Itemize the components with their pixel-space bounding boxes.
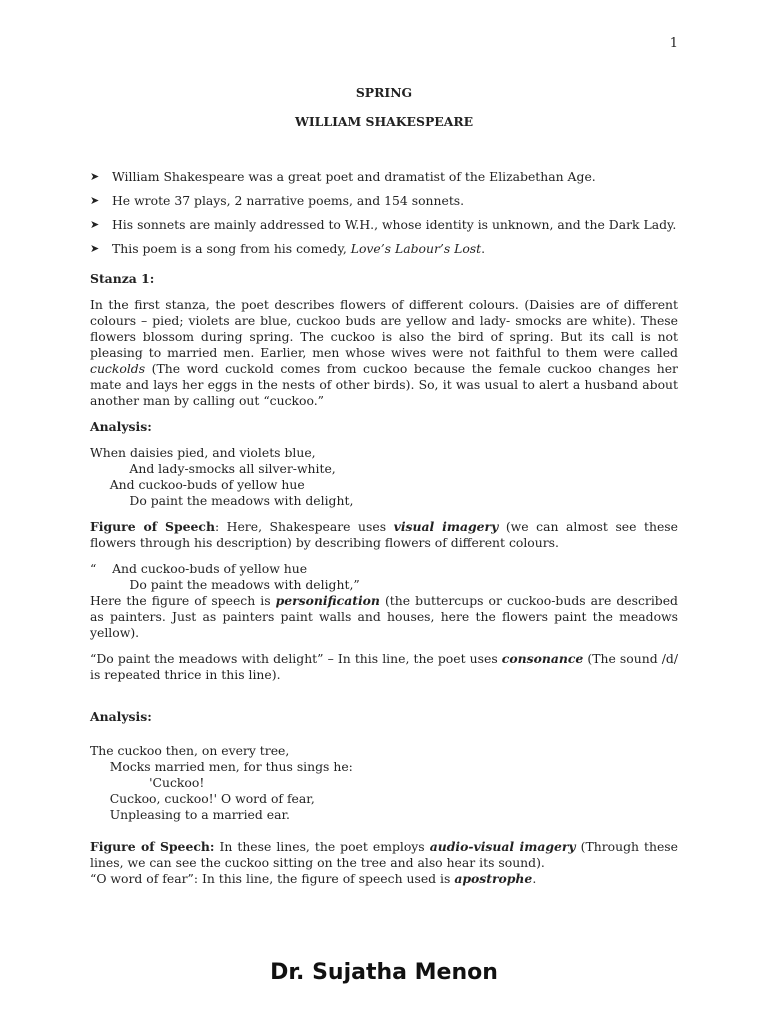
figure-of-speech-paragraph: Figure of Speech: In these lines, the poet employs audio-visual imagery (Through these lines, we can see the cuckoo sitting on the tree and also hear its sound).	[90, 839, 678, 870]
poem-line: Unpleasing to a married ear.	[90, 807, 290, 822]
stanza-paragraph: In the first stanza, the poet describes flowers of different colours. (Daisies are of different colours – pied; violets are blue, cuckoo buds are yellow and lady- smocks are white). These flowers blossom during spring. The cuckoo is also the bird of spring. But its call is not pleasing to married men. Earlier, men whose wives were not faithful to them were called cuckolds (The word cuckold comes from cuckoo because the female cuckoo changes her mate and lays her eggs in the nests of other birds). So, it was usual to alert a husband about another man by calling out “cuckoo.”	[90, 297, 678, 408]
bullet-item: ➤ William Shakespeare was a great poet and dramatist of the Elizabethan Age.	[90, 169, 596, 184]
stanza-heading: Stanza 1:	[90, 271, 155, 286]
document-author: WILLIAM SHAKESPEARE	[294, 114, 474, 129]
document-title: SPRING	[355, 85, 413, 100]
consonance-paragraph: “Do paint the meadows with delight” – In this line, the poet uses consonance (The sound /d/ is repeated thrice in this line).	[90, 651, 679, 682]
poem-line: The cuckoo then, on every tree,	[90, 743, 290, 758]
arrowhead-bullet-icon: ➤	[90, 218, 100, 231]
arrowhead-bullet-icon: ➤	[90, 242, 100, 255]
figure-of-speech-paragraph: Figure of Speech: Here, Shakespeare uses visual imagery (we can almost see these flowers through his description) by describing flowers of different colours.	[90, 519, 678, 550]
arrowhead-bullet-icon: ➤	[90, 194, 100, 207]
arrowhead-bullet-icon: ➤	[90, 170, 100, 183]
poem-line: And cuckoo-buds of yellow hue	[90, 477, 305, 492]
bullet-item: ➤ He wrote 37 plays, 2 narrative poems, and 154 sonnets.	[90, 193, 465, 208]
bullet-item: ➤ This poem is a song from his comedy, Love’s Labour’s Lost.	[90, 241, 486, 256]
page-number: 1	[669, 36, 678, 51]
poem-line: And lady-smocks all silver-white,	[90, 461, 336, 476]
poem-line: Do paint the meadows with delight,	[90, 493, 354, 508]
poem-line: Mocks married men, for thus sings he:	[90, 759, 353, 774]
poem-line: “ And cuckoo-buds of yellow hue	[90, 561, 308, 576]
poem-excerpt	[90, 743, 678, 823]
analysis-heading: Analysis:	[90, 709, 152, 724]
poem-line: Do paint the meadows with delight,”	[90, 577, 360, 592]
quoted-lines	[90, 561, 678, 593]
poem-line: Cuckoo, cuckoo!' O word of fear,	[90, 791, 315, 806]
analysis-heading: Analysis:	[90, 419, 152, 434]
intro-bullet-list	[90, 169, 678, 257]
bullet-item: ➤ His sonnets are mainly addressed to W.H., whose identity is unknown, and the Dark Lady.	[90, 217, 677, 232]
personification-paragraph: Here the figure of speech is personification (the buttercups or cuckoo-buds are described as painters. Just as painters paint walls and houses, here the flowers paint the meadows yellow).	[90, 593, 678, 640]
document-body	[90, 169, 678, 887]
poem-line: 'Cuckoo!	[90, 775, 205, 790]
play-title: Love’s Labour’s Lost	[350, 241, 482, 256]
poem-excerpt	[90, 445, 678, 509]
poem-line: When daisies pied, and violets blue,	[90, 445, 316, 460]
apostrophe-paragraph: “O word of fear”: In this line, the figure of speech used is apostrophe.	[90, 871, 537, 886]
page-footer-author: Dr. Sujatha Menon	[270, 960, 498, 985]
